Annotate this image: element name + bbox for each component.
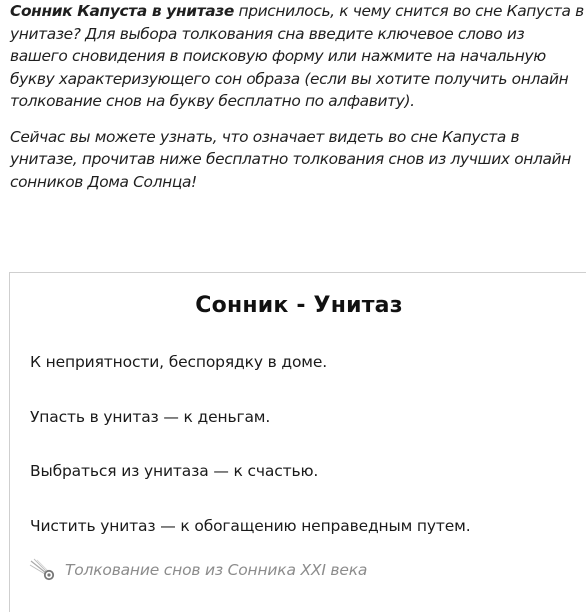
interpretation-entry: Чистить унитаз — к обогащению неправедным путем. [30,517,471,535]
interpretation-entry: Упасть в унитаз — к деньгам. [30,408,271,426]
interpretation-entry: Выбраться из унитаза — к счастью. [30,462,319,480]
card-title: Сонник - Унитаз [195,293,403,318]
intro-dream-term: Сонник Капуста в унитазе [10,2,234,20]
intro-paragraph-1-text: приснилось, к чему снится во сне Капуста в унитазе? Для выбора толкования сна введите ключевое слово из вашего сновидения в поисковую форму или нажмите на начальную букву характеризующего сон образа (если вы хотите получить онлайн толкование снов на букву бесплатно по алфавиту). [10,2,584,110]
source-label: Толкование снов из Сонника XXI века [65,561,368,579]
source-attribution [29,558,367,582]
intro-text [10,0,586,193]
comet-icon [29,558,57,582]
intro-paragraph-2: Сейчас вы можете узнать, что означает видеть во сне Капуста в унитазе, прочитав ниже бесплатно толкования снов из лучших онлайн сонников Дома Солнца! [10,127,571,191]
dream-interpretation-card [9,272,586,612]
interpretation-entry: К неприятности, беспорядку в доме. [30,353,327,371]
intro-paragraph-1 [10,0,586,113]
